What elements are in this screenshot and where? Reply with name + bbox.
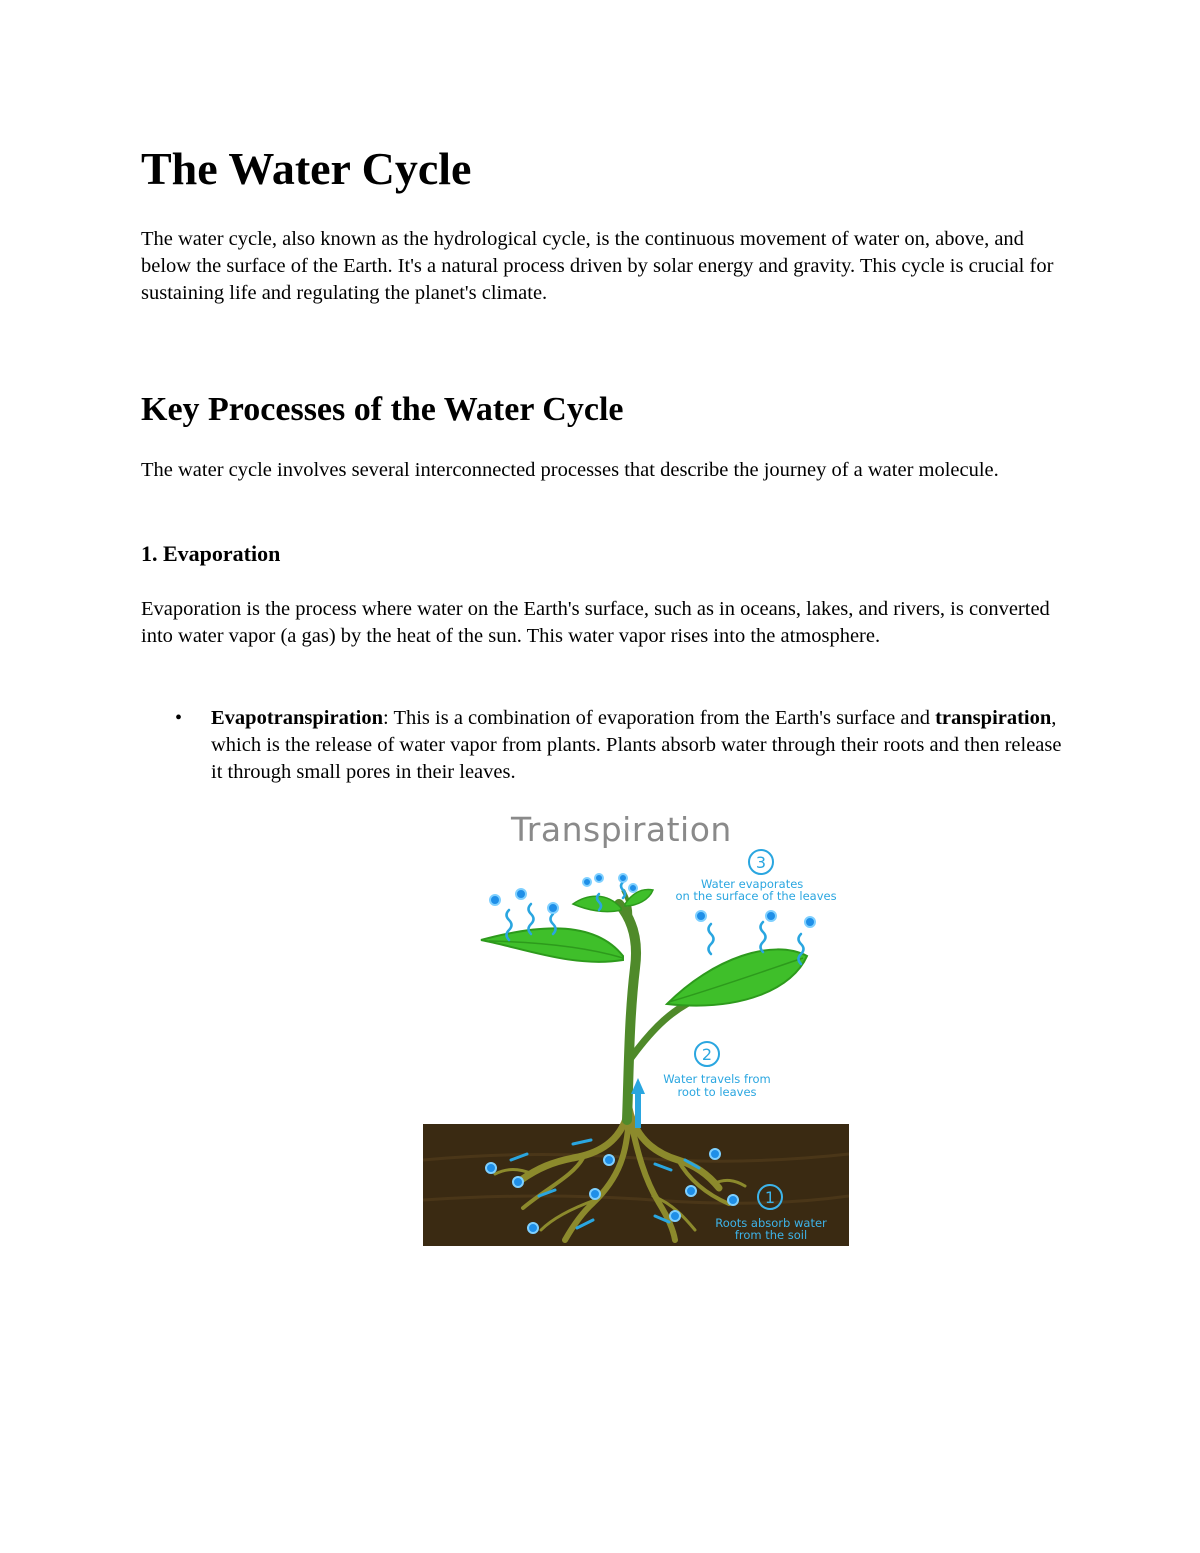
bullet-marker: •: [175, 707, 183, 729]
bullet-list: [141, 705, 1071, 786]
step-2-number: 2: [701, 1045, 713, 1064]
transpiration-illustration: [423, 808, 849, 1246]
step-1-label-line1: Roots absorb water: [715, 1216, 827, 1230]
intro-paragraph: The water cycle, also known as the hydrological cycle, is the continuous movement of water on, above, and below the surface of the Earth. It's a natural process driven by solar energy and gravity. This cycle is crucial for sustaining life and regulating the planet's climate.: [141, 228, 1054, 304]
small-right-leaf: [625, 890, 653, 906]
evaporation-paragraph: Evaporation is the process where water on the Earth's surface, such as in oceans, lakes, and rivers, is converted into water vapor (a gas) by the heat of the sun. This water vapor rises into the atmosphere.: [141, 598, 1050, 647]
step-3-label-line1: Water evaporates: [701, 877, 804, 891]
stem: [619, 904, 636, 1120]
bullet-text-b: , which is the release of water vapor from plants. Plants absorb water through their roots and then release it through small pores in their leaves.: [211, 707, 1062, 783]
bullet-text-a: : This is a combination of evaporation from the Earth's surface and: [383, 707, 936, 729]
step-3-label-line2: on the surface of the leaves: [675, 889, 837, 903]
bullet-term: Evapotranspiration: [211, 707, 383, 729]
step-3-number: 3: [755, 853, 767, 872]
step-2-label-line1: Water travels from: [663, 1072, 771, 1086]
list-item: [141, 705, 1071, 786]
section-intro-paragraph: The water cycle involves several interconnected processes that describe the journey of a water molecule.: [141, 459, 999, 481]
step-1-label-line2: from the soil: [734, 1228, 808, 1242]
step-2-label-line2: root to leaves: [677, 1085, 757, 1099]
right-leaf: [667, 949, 807, 1005]
page-title: The Water Cycle: [141, 143, 472, 194]
section-heading: Key Processes of the Water Cycle: [141, 391, 624, 428]
figure-title: Transpiration: [511, 810, 732, 849]
subsection-heading: 1. Evaporation: [141, 541, 281, 566]
step-1-number: 1: [764, 1188, 776, 1207]
transpiration-figure: [423, 808, 849, 1246]
bullet-term-2: transpiration: [935, 707, 1052, 729]
